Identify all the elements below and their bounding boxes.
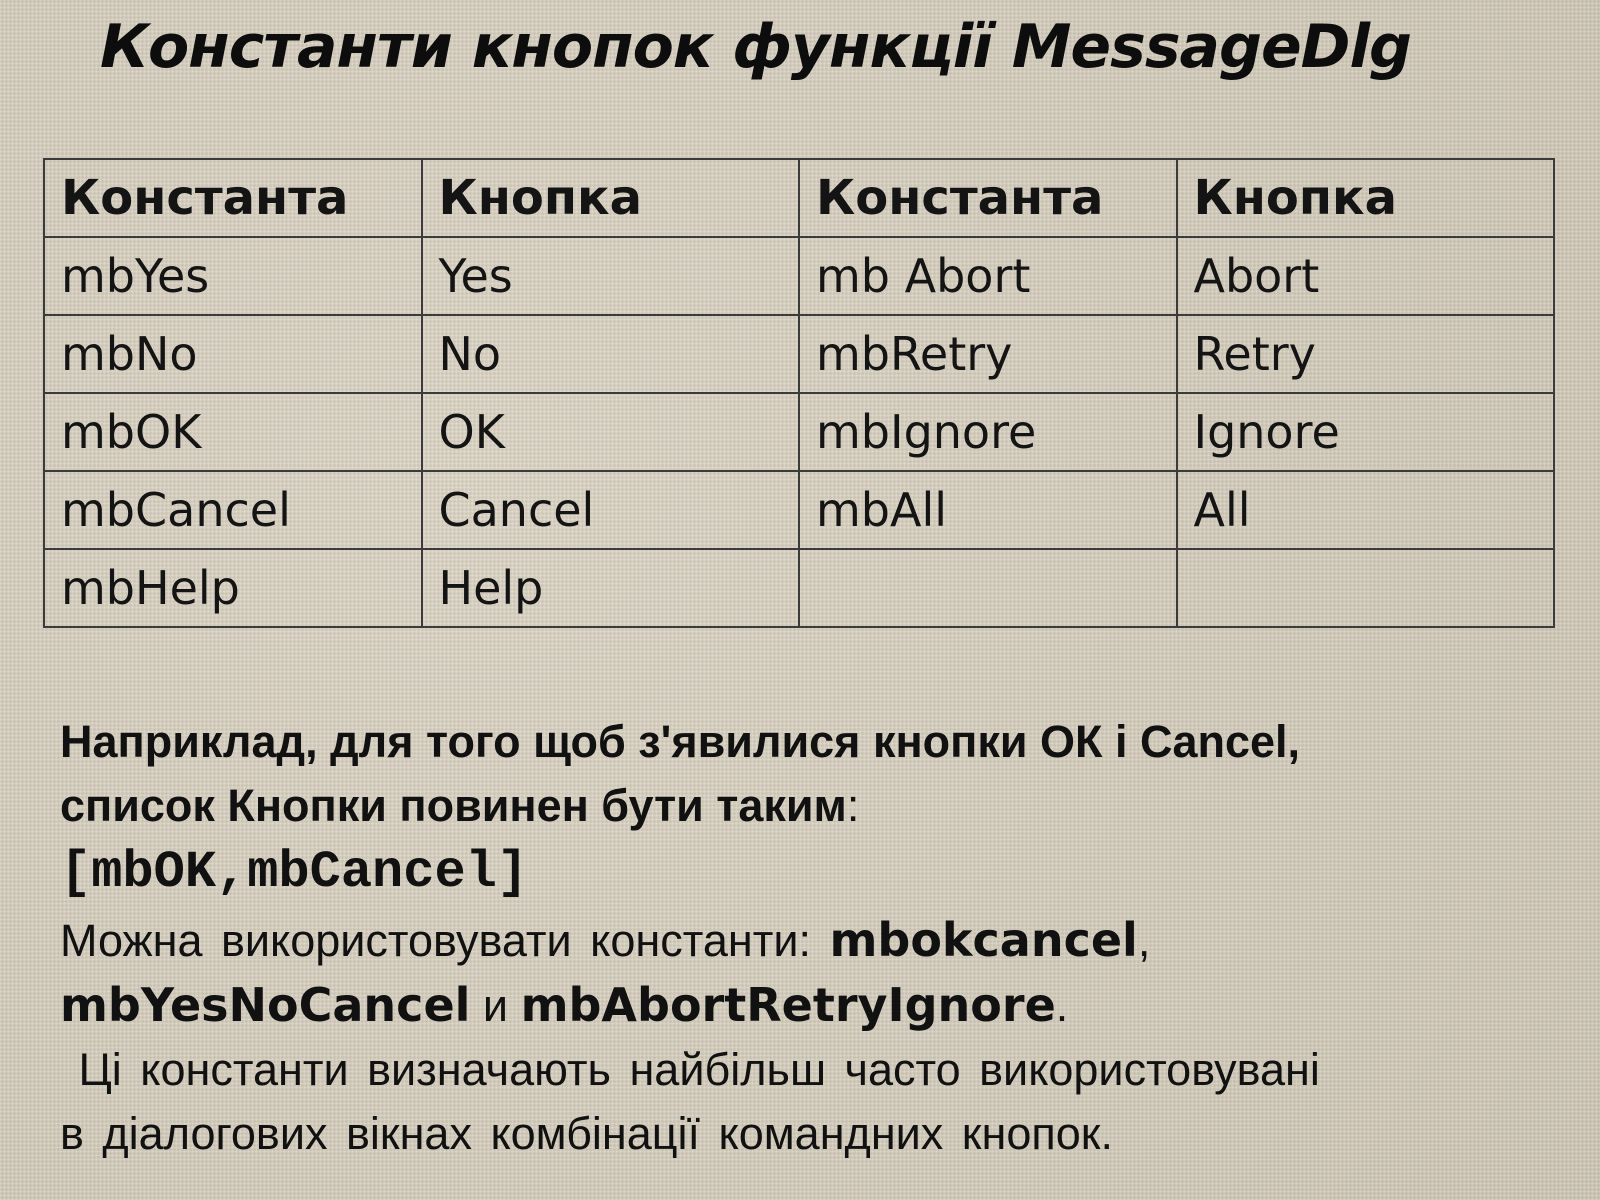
example-line-1: Наприклад, для того щоб з'явилися кнопки ОК і Cancel,	[60, 716, 1301, 767]
table-cell: mbCancel	[44, 471, 422, 549]
constants-note-sep-2: и	[470, 980, 521, 1031]
header-button-2: Кнопка	[1177, 159, 1555, 237]
table-cell: mbYes	[44, 237, 422, 315]
table-cell: Cancel	[422, 471, 800, 549]
description-line-2: в діалогових вікнах комбінації командних кнопок.	[60, 1108, 1113, 1159]
constant-mbyesnocancel: mbYesNoCancel	[60, 978, 471, 1032]
table-cell: Retry	[1177, 315, 1555, 393]
table-cell: mbOK	[44, 393, 422, 471]
header-constant-1: Константа	[44, 159, 422, 237]
table-cell: mbRetry	[799, 315, 1177, 393]
table-row	[44, 549, 1554, 627]
table-row	[44, 315, 1554, 393]
constants-note-sep-1: ,	[1137, 915, 1151, 966]
header-constant-2: Константа	[799, 159, 1177, 237]
table-cell: Yes	[422, 237, 800, 315]
table-cell: mbHelp	[44, 549, 422, 627]
description-line-1: Ці константи визначають найбільш часто використовувані	[60, 1044, 1320, 1095]
table-cell: mbAll	[799, 471, 1177, 549]
example-line-2	[60, 774, 1560, 838]
table-cell: mb Abort	[799, 237, 1177, 315]
table-cell: No	[422, 315, 800, 393]
table-row	[44, 393, 1554, 471]
table-cell: mbNo	[44, 315, 422, 393]
table-cell-empty	[799, 549, 1177, 627]
table-cell: OK	[422, 393, 800, 471]
constant-mbokcancel: mbokcancel	[829, 913, 1138, 967]
table-cell: All	[1177, 471, 1555, 549]
example-line-2-colon: :	[846, 780, 860, 831]
explanation-text	[60, 710, 1560, 1166]
constants-note-line-2	[60, 973, 1560, 1038]
table-header-row	[44, 159, 1554, 237]
constants-note	[60, 908, 1560, 973]
table-cell: Help	[422, 549, 800, 627]
constants-note-prefix: Можна використовувати константи:	[60, 915, 830, 966]
slide-title: Константи кнопок функції MessageDlg	[100, 12, 1411, 82]
table-row	[44, 471, 1554, 549]
table-row	[44, 237, 1554, 315]
header-button-1: Кнопка	[422, 159, 800, 237]
constants-note-end: .	[1055, 980, 1069, 1031]
table-cell: mbIgnore	[799, 393, 1177, 471]
example-line-2-bold: список Кнопки повинен бути таким	[60, 780, 847, 831]
code-example: [mbOK,mbCancel]	[60, 843, 529, 902]
constant-mbabortretryignore: mbAbortRetryIgnore	[520, 978, 1056, 1032]
table-cell: Ignore	[1177, 393, 1555, 471]
table-cell-empty	[1177, 549, 1555, 627]
button-constants-table	[43, 158, 1555, 628]
table-cell: Abort	[1177, 237, 1555, 315]
